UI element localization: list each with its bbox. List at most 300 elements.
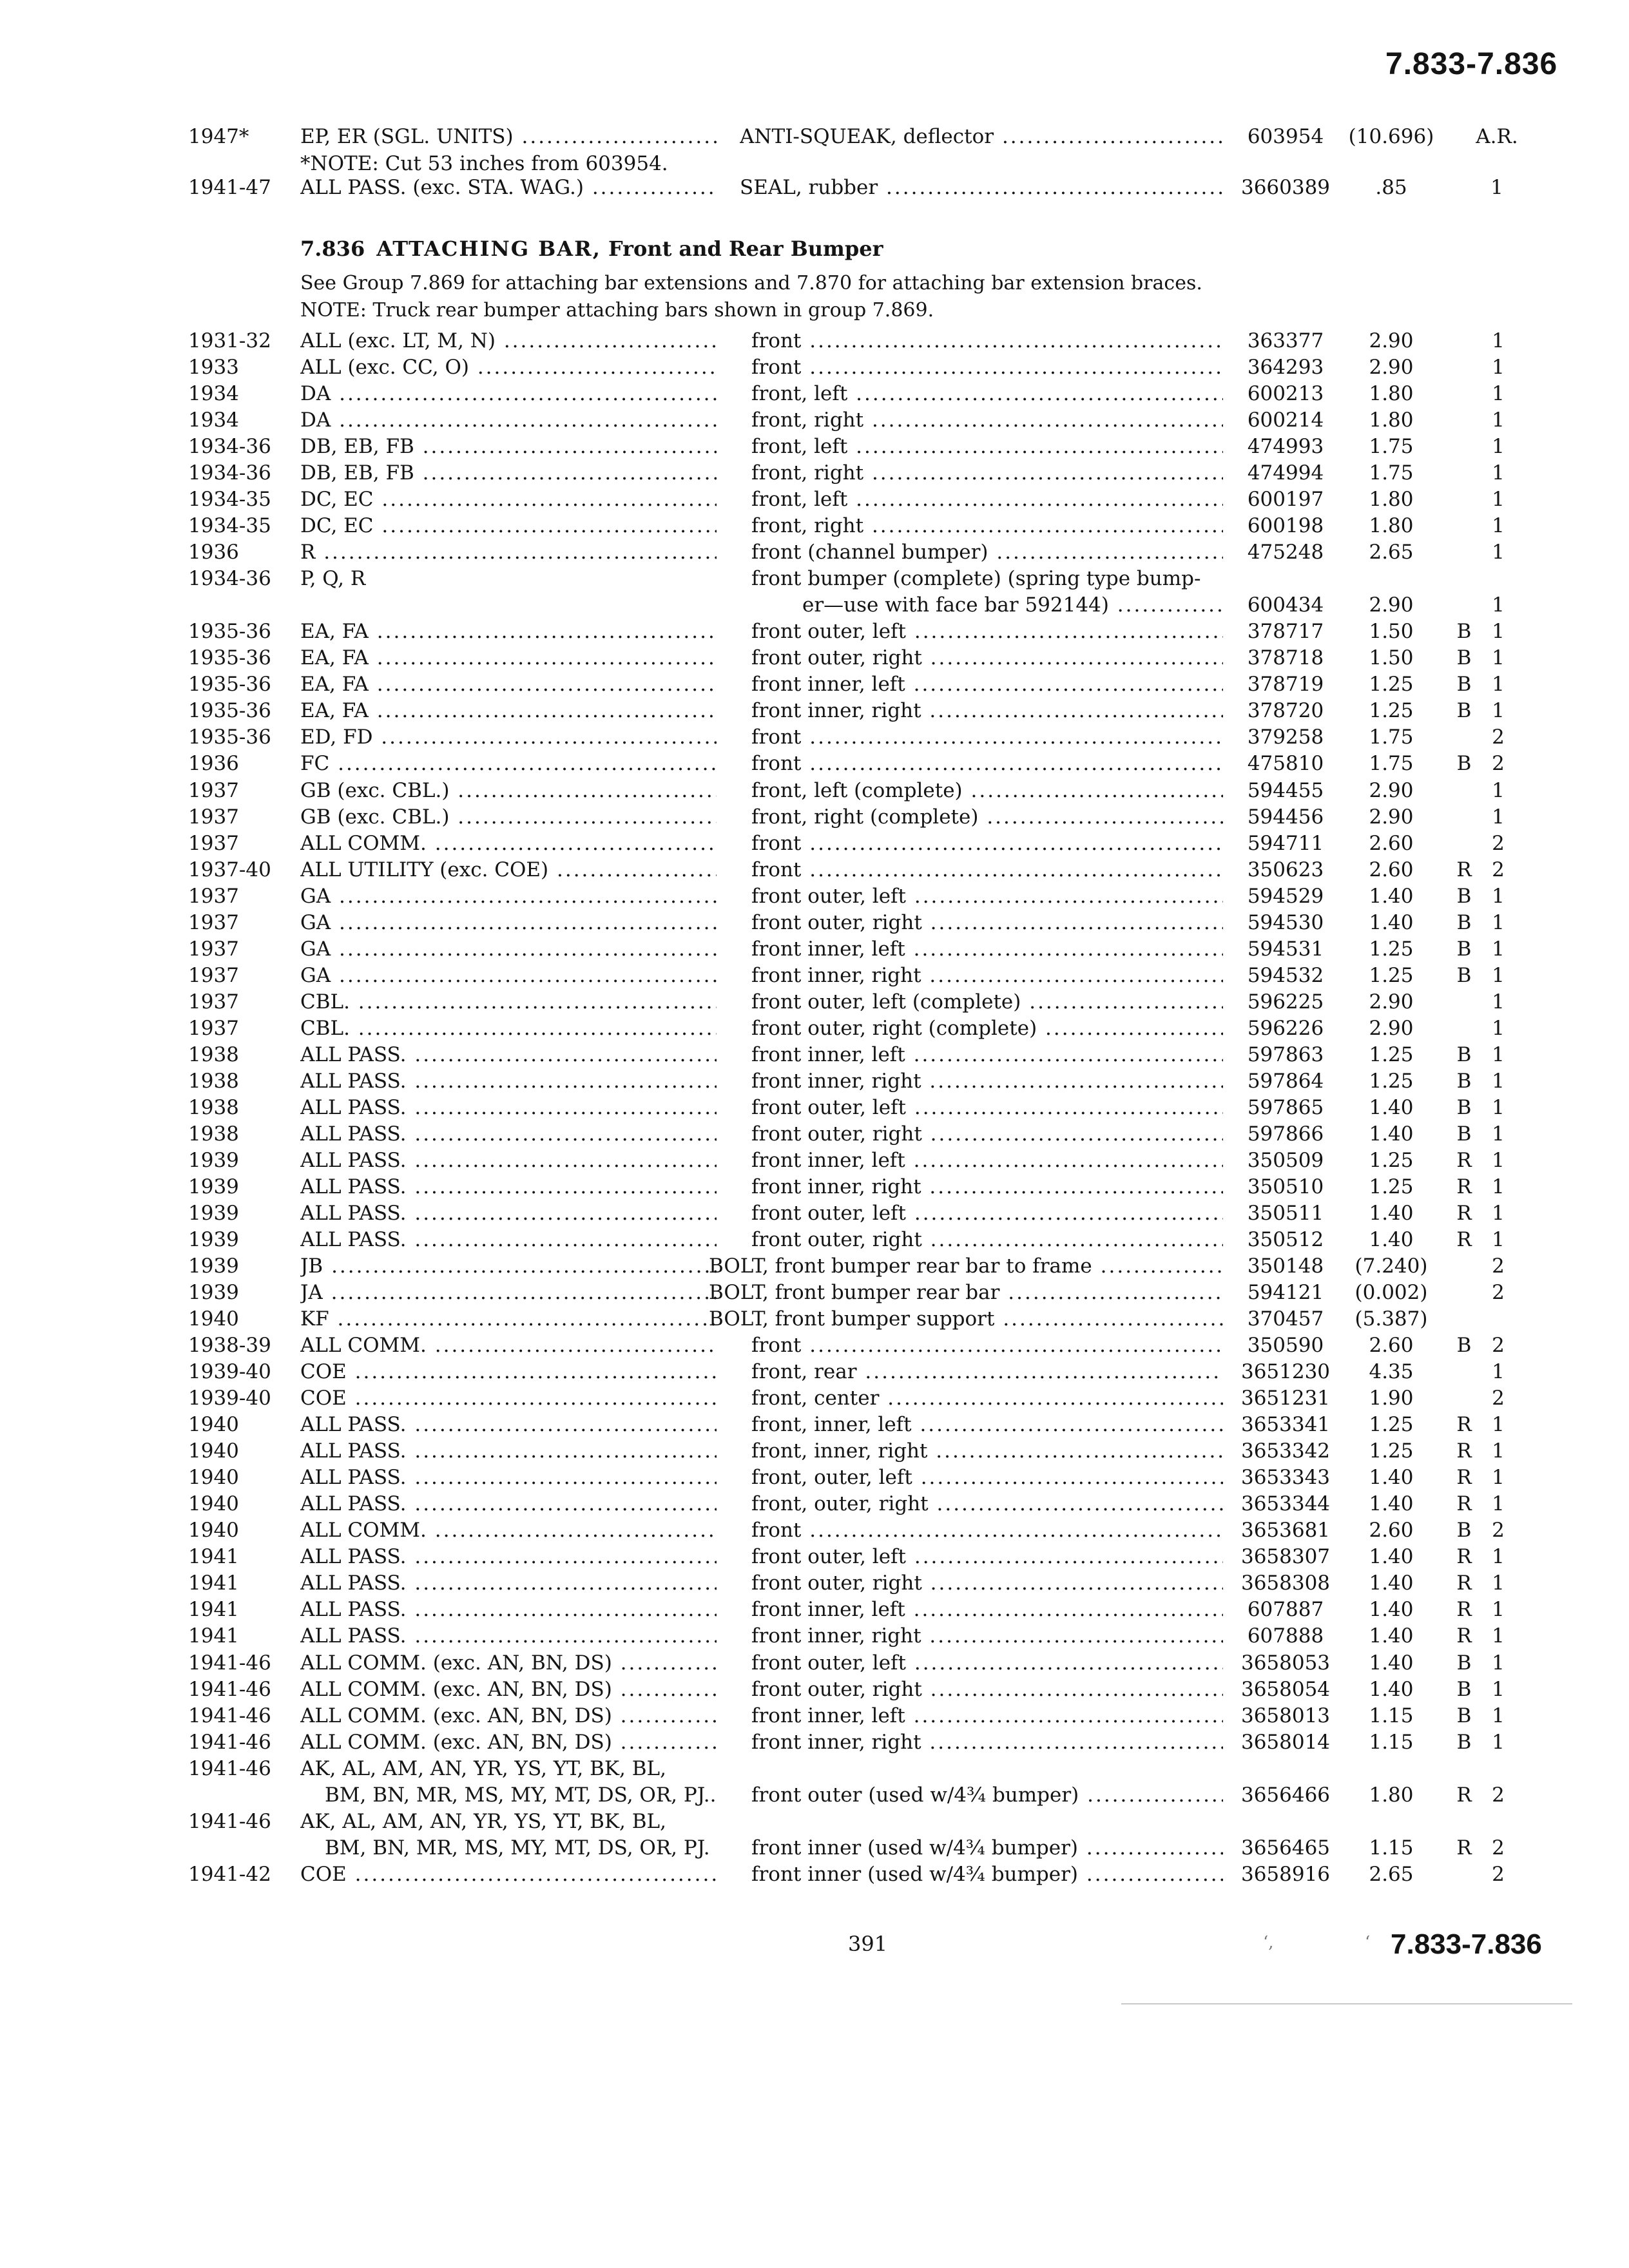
description-cell: front outer, left ..... xyxy=(751,885,1223,908)
description-cell: front inner, right ..... xyxy=(751,699,1223,722)
model-cell: JB ..... xyxy=(300,1254,717,1278)
year-cell: 1940 xyxy=(188,1413,239,1437)
model-cell: ALL PASS. (exc. STA. WAG.) ..... xyxy=(300,176,717,199)
quantity-cell: 1 xyxy=(1492,1122,1505,1146)
year-cell: 1939-40 xyxy=(188,1360,271,1384)
description-cell: front ..... xyxy=(751,356,1223,379)
year-cell: 1938 xyxy=(188,1069,239,1093)
quantity-cell: 1 xyxy=(1492,1677,1505,1701)
price-cell: 4.35 xyxy=(1369,1360,1414,1384)
page-header-range: 7.833-7.836 xyxy=(1385,47,1558,81)
table-row xyxy=(0,1096,1629,1123)
code-cell: B xyxy=(1456,1704,1472,1727)
description-cell: front, rear ..... xyxy=(751,1360,1223,1383)
description-cell: front inner, left ..... xyxy=(751,1043,1223,1066)
quantity-cell: 1 xyxy=(1492,1016,1505,1040)
scan-mark: ‘ xyxy=(1365,1933,1371,1952)
part-number-cell: 3653342 xyxy=(1240,1439,1331,1463)
table-row xyxy=(0,726,1629,753)
year-cell: 1934-35 xyxy=(188,514,271,538)
code-cell: R xyxy=(1456,1624,1472,1648)
code-cell: B xyxy=(1456,1122,1472,1146)
quantity-cell: 1 xyxy=(1492,778,1505,802)
quantity-cell: 1 xyxy=(1492,1360,1505,1384)
price-cell: 1.80 xyxy=(1369,1783,1414,1807)
description-cell: front outer, left ..... xyxy=(751,1096,1223,1119)
price-cell: 2.90 xyxy=(1369,329,1414,352)
model-cell: ALL PASS. ..... xyxy=(300,1070,717,1093)
price-cell: (0.002) xyxy=(1354,1281,1428,1305)
model-cell: ALL UTILITY (exc. COE) ..... xyxy=(300,858,717,881)
table-row xyxy=(0,382,1629,409)
part-number-cell: 597865 xyxy=(1247,1095,1324,1119)
year-cell: 1941 xyxy=(188,1598,239,1622)
part-number-cell: 596225 xyxy=(1247,990,1324,1014)
model-cell: ALL PASS. ..... xyxy=(300,1122,717,1146)
price-cell: 1.75 xyxy=(1369,435,1414,459)
price-cell: 2.90 xyxy=(1369,593,1414,617)
code-cell: B xyxy=(1456,1069,1472,1093)
quantity-cell: 1 xyxy=(1492,805,1505,829)
description-cell: front outer, left ..... xyxy=(751,1651,1223,1675)
year-cell: 1941-46 xyxy=(188,1809,271,1833)
part-number-cell: 350512 xyxy=(1247,1228,1324,1252)
model-cell: P, Q, R xyxy=(300,567,366,591)
table-row xyxy=(0,646,1629,673)
code-cell: R xyxy=(1456,1571,1472,1595)
code-cell: B xyxy=(1456,910,1472,934)
table-row xyxy=(0,435,1629,462)
description-cell: front ..... xyxy=(751,1519,1223,1542)
description-cell: front ..... xyxy=(751,832,1223,855)
price-cell: 1.40 xyxy=(1369,1651,1414,1675)
year-cell: 1937 xyxy=(188,937,239,961)
part-number-cell: 3658308 xyxy=(1240,1571,1331,1595)
price-cell: 2.65 xyxy=(1369,541,1414,564)
code-cell: B xyxy=(1456,1677,1472,1701)
price-cell: 1.40 xyxy=(1369,1677,1414,1701)
year-cell: 1941-46 xyxy=(188,1704,271,1727)
price-cell: 1.40 xyxy=(1369,884,1414,908)
code-cell: B xyxy=(1456,1519,1472,1542)
price-cell: 1.40 xyxy=(1369,1571,1414,1595)
part-number-cell: 594530 xyxy=(1247,910,1324,934)
price-cell: 1.75 xyxy=(1369,726,1414,749)
quantity-cell: 1 xyxy=(1492,329,1505,352)
quantity-cell: 1 xyxy=(1492,435,1505,459)
table-row xyxy=(0,832,1629,859)
model-cell: EP, ER (SGL. UNITS) ..... xyxy=(300,125,717,148)
year-cell: 1941-47 xyxy=(188,176,271,199)
code-cell: B xyxy=(1456,1651,1472,1675)
price-cell: 1.50 xyxy=(1369,620,1414,644)
model-cell: EA, FA ..... xyxy=(300,673,717,696)
description-cell: front, right ..... xyxy=(751,408,1223,432)
year-cell: 1941 xyxy=(188,1571,239,1595)
description-cell: front inner, left ..... xyxy=(751,1704,1223,1727)
code-cell: B xyxy=(1456,620,1472,644)
code-cell: R xyxy=(1456,1439,1472,1463)
year-cell: 1941-42 xyxy=(188,1862,271,1886)
table-row xyxy=(0,1731,1629,1758)
description-cell: front, inner, right ..... xyxy=(751,1439,1223,1463)
part-number-cell: 364293 xyxy=(1247,356,1324,380)
price-cell: 1.50 xyxy=(1369,646,1414,670)
part-number-cell: 3660389 xyxy=(1240,176,1331,199)
quantity-cell: 1 xyxy=(1492,1466,1505,1490)
model-cell: DA ..... xyxy=(300,408,717,432)
quantity-cell: A.R. xyxy=(1476,125,1518,148)
quantity-cell: 1 xyxy=(1492,1704,1505,1727)
model-cell: DB, EB, FB ..... xyxy=(300,461,717,485)
part-number-cell: 3658053 xyxy=(1240,1651,1331,1675)
section-title-rest: Front and Rear Bumper xyxy=(608,236,883,261)
price-cell: 1.40 xyxy=(1369,1201,1414,1225)
quantity-cell: 2 xyxy=(1492,1519,1505,1542)
price-cell: 1.15 xyxy=(1369,1704,1414,1727)
year-cell: 1937-40 xyxy=(188,858,271,881)
table-row xyxy=(0,1836,1629,1863)
quantity-cell: 1 xyxy=(1492,1571,1505,1595)
section-title-bold: ATTACHING BAR, xyxy=(376,236,601,261)
scan-mark: ‘, xyxy=(1263,1933,1274,1952)
code-cell: B xyxy=(1456,646,1472,670)
description-cell: front inner (used w/4¾ bumper) ..... xyxy=(751,1863,1223,1886)
description-cell: front, left (complete) ..... xyxy=(751,779,1223,802)
price-cell: 1.40 xyxy=(1369,1466,1414,1490)
price-cell: 1.40 xyxy=(1369,1598,1414,1622)
table-row xyxy=(0,1334,1629,1361)
model-cell: ALL PASS. ..... xyxy=(300,1439,717,1463)
description-cell: front ..... xyxy=(751,752,1223,775)
model-cell: JA ..... xyxy=(300,1281,717,1304)
part-number-cell: 600198 xyxy=(1247,514,1324,538)
table-row xyxy=(0,673,1629,700)
model-cell: ALL PASS. ..... xyxy=(300,1043,717,1066)
price-cell: 1.25 xyxy=(1369,1148,1414,1172)
model-cell: ALL PASS. ..... xyxy=(300,1545,717,1568)
description-cell: front outer, left (complete) ..... xyxy=(751,990,1223,1014)
year-cell: 1933 xyxy=(188,356,239,380)
code-cell: R xyxy=(1456,1598,1472,1622)
table-row xyxy=(0,1387,1629,1414)
year-cell: 1939 xyxy=(188,1148,239,1172)
part-number-cell: 379258 xyxy=(1247,726,1324,749)
table-row xyxy=(0,1678,1629,1705)
model-cell: EA, FA ..... xyxy=(300,699,717,722)
quantity-cell: 2 xyxy=(1492,831,1505,855)
section-intro-1: See Group 7.869 for attaching bar extensions and 7.870 for attaching bar extension braces. xyxy=(300,272,1202,294)
quantity-cell: 1 xyxy=(1492,541,1505,564)
year-cell: 1947* xyxy=(188,125,249,148)
year-cell: 1941-46 xyxy=(188,1756,271,1780)
quantity-cell: 1 xyxy=(1492,673,1505,697)
part-number-cell: 594121 xyxy=(1247,1281,1324,1305)
description-cell: front inner, right ..... xyxy=(751,964,1223,987)
description-cell: front, center ..... xyxy=(751,1387,1223,1410)
description-cell: front inner (used w/4¾ bumper) ..... xyxy=(751,1836,1223,1860)
quantity-cell: 1 xyxy=(1492,1095,1505,1119)
model-cell: ALL COMM. (exc. AN, BN, DS) ..... xyxy=(300,1678,717,1701)
price-cell: 1.80 xyxy=(1369,514,1414,538)
quantity-cell: 2 xyxy=(1492,726,1505,749)
table-row xyxy=(0,1519,1629,1546)
description-cell: front ..... xyxy=(751,858,1223,881)
price-cell: 1.75 xyxy=(1369,461,1414,485)
model-cell: BM, BN, MR, MS, MY, MT, DS, OR, PJ. xyxy=(325,1836,710,1860)
price-cell: (10.696) xyxy=(1348,125,1434,148)
quantity-cell: 1 xyxy=(1492,620,1505,644)
description-cell: front, right ..... xyxy=(751,461,1223,485)
model-cell: EA, FA ..... xyxy=(300,620,717,643)
quantity-cell: 1 xyxy=(1492,1148,1505,1172)
price-cell: 2.60 xyxy=(1369,1519,1414,1542)
price-cell: (7.240) xyxy=(1354,1254,1428,1278)
model-cell: ALL (exc. CC, O) ..... xyxy=(300,356,717,379)
code-cell: B xyxy=(1456,752,1472,776)
quantity-cell: 1 xyxy=(1492,646,1505,670)
year-cell: 1940 xyxy=(188,1519,239,1542)
table-row xyxy=(0,911,1629,938)
year-cell: 1935-36 xyxy=(188,726,271,749)
code-cell: B xyxy=(1456,1043,1472,1066)
description-cell: front, left ..... xyxy=(751,488,1223,511)
table-row xyxy=(0,541,1629,568)
part-number-cell: 475810 xyxy=(1247,752,1324,776)
year-cell: 1931-32 xyxy=(188,329,271,352)
price-cell: 1.15 xyxy=(1369,1730,1414,1754)
description-cell: front ..... xyxy=(751,329,1223,352)
part-number-cell: 600214 xyxy=(1247,408,1324,432)
table-row xyxy=(0,1017,1629,1044)
description-cell: BOLT, front bumper support ..... xyxy=(709,1307,1223,1331)
table-row xyxy=(0,1122,1629,1149)
quantity-cell: 1 xyxy=(1492,461,1505,485)
price-cell: 1.40 xyxy=(1369,1095,1414,1119)
part-number-cell: 600197 xyxy=(1247,488,1324,512)
model-cell: COE ..... xyxy=(300,1360,717,1383)
code-cell: B xyxy=(1456,1730,1472,1754)
part-number-cell: 603954 xyxy=(1247,125,1324,148)
model-cell: ALL PASS. ..... xyxy=(300,1175,717,1198)
year-cell: 1940 xyxy=(188,1439,239,1463)
model-cell: ALL PASS. ..... xyxy=(300,1228,717,1251)
year-cell: 1941-46 xyxy=(188,1730,271,1754)
price-cell: 1.80 xyxy=(1369,382,1414,406)
price-cell: 1.25 xyxy=(1369,963,1414,987)
part-number-cell: 350623 xyxy=(1247,858,1324,881)
price-cell: (5.387) xyxy=(1354,1307,1428,1331)
part-number-cell: 594532 xyxy=(1247,963,1324,987)
part-number-cell: 3656466 xyxy=(1240,1783,1331,1807)
year-cell: 1935-36 xyxy=(188,699,271,723)
table-row xyxy=(0,461,1629,488)
table-row xyxy=(0,593,1629,620)
table-row xyxy=(0,488,1629,515)
quantity-cell: 1 xyxy=(1490,176,1503,199)
part-number-cell: 350511 xyxy=(1247,1201,1324,1225)
year-cell: 1937 xyxy=(188,910,239,934)
model-cell: GA ..... xyxy=(300,937,717,961)
model-cell: ALL PASS. ..... xyxy=(300,1413,717,1436)
price-cell: 1.25 xyxy=(1369,1413,1414,1437)
price-cell: 2.90 xyxy=(1369,778,1414,802)
description-cell: front outer (used w/4¾ bumper) ..... xyxy=(751,1783,1223,1807)
code-cell: B xyxy=(1456,673,1472,697)
quantity-cell: 1 xyxy=(1492,1201,1505,1225)
year-cell: 1939 xyxy=(188,1175,239,1198)
year-cell: 1937 xyxy=(188,884,239,908)
table-row xyxy=(0,1466,1629,1493)
model-cell: ALL COMM. ..... xyxy=(300,1519,717,1542)
model-cell: ALL PASS. ..... xyxy=(300,1598,717,1621)
quantity-cell: 1 xyxy=(1492,488,1505,512)
model-cell: FC ..... xyxy=(300,752,717,775)
table-row xyxy=(0,329,1629,356)
table-row xyxy=(0,779,1629,806)
description-cell: front bumper (complete) (spring type bump- xyxy=(751,567,1201,591)
table-row xyxy=(0,1281,1629,1308)
quantity-cell: 1 xyxy=(1492,1439,1505,1463)
description-cell: front outer, right ..... xyxy=(751,1678,1223,1701)
quantity-cell: 2 xyxy=(1492,858,1505,881)
description-cell: front, left ..... xyxy=(751,435,1223,458)
quantity-cell: 1 xyxy=(1492,963,1505,987)
part-number-cell: 594456 xyxy=(1247,805,1324,829)
part-number-cell: 350510 xyxy=(1247,1175,1324,1198)
part-number-cell: 3653681 xyxy=(1240,1519,1331,1542)
part-number-cell: 363377 xyxy=(1247,329,1324,352)
year-cell: 1939 xyxy=(188,1201,239,1225)
description-cell: front, inner, left ..... xyxy=(751,1413,1223,1436)
price-cell: 2.90 xyxy=(1369,805,1414,829)
table-row xyxy=(0,1492,1629,1519)
part-number-cell: 607888 xyxy=(1247,1624,1324,1648)
table-row xyxy=(0,1149,1629,1176)
model-cell: DC, EC ..... xyxy=(300,514,717,537)
year-cell: 1934 xyxy=(188,408,239,432)
year-cell: 1938-39 xyxy=(188,1334,271,1358)
price-cell: 1.40 xyxy=(1369,1624,1414,1648)
code-cell: R xyxy=(1456,1545,1472,1569)
model-cell: ALL PASS. ..... xyxy=(300,1624,717,1648)
table-row xyxy=(0,858,1629,885)
part-number-cell: 378717 xyxy=(1247,620,1324,644)
quantity-cell: 1 xyxy=(1492,1069,1505,1093)
quantity-cell: 2 xyxy=(1492,1836,1505,1860)
code-cell: R xyxy=(1456,858,1472,881)
description-cell: SEAL, rubber ..... xyxy=(740,176,1223,199)
table-row xyxy=(0,1254,1629,1282)
description-cell: BOLT, front bumper rear bar to frame ..... xyxy=(709,1254,1223,1278)
part-number-cell: 597866 xyxy=(1247,1122,1324,1146)
model-cell: ALL PASS. ..... xyxy=(300,1571,717,1595)
year-cell: 1939 xyxy=(188,1281,239,1305)
description-cell: front inner, left ..... xyxy=(751,937,1223,961)
part-number-cell: 3658307 xyxy=(1240,1545,1331,1569)
quantity-cell: 2 xyxy=(1492,1387,1505,1410)
year-cell: 1936 xyxy=(188,752,239,776)
part-number-cell: 474993 xyxy=(1247,435,1324,459)
table-row xyxy=(0,937,1629,965)
code-cell: B xyxy=(1456,937,1472,961)
code-cell: B xyxy=(1456,1095,1472,1119)
part-number-cell: 597864 xyxy=(1247,1069,1324,1093)
code-cell: B xyxy=(1456,963,1472,987)
model-cell: ALL PASS. ..... xyxy=(300,1096,717,1119)
page-number: 391 xyxy=(848,1932,888,1956)
table-row xyxy=(0,964,1629,991)
year-cell: 1938 xyxy=(188,1122,239,1146)
scan-rule xyxy=(1121,2003,1572,2004)
code-cell: R xyxy=(1456,1783,1472,1807)
table-row xyxy=(0,1545,1629,1572)
description-cell: front outer, left ..... xyxy=(751,620,1223,643)
year-cell: 1938 xyxy=(188,1043,239,1066)
price-cell: 1.25 xyxy=(1369,1439,1414,1463)
model-cell: ALL (exc. LT, M, N) ..... xyxy=(300,329,717,352)
model-cell: COE ..... xyxy=(300,1863,717,1886)
table-row xyxy=(0,1810,1629,1837)
model-cell: GA ..... xyxy=(300,964,717,987)
year-cell: 1940 xyxy=(188,1466,239,1490)
description-cell: front outer, left ..... xyxy=(751,1545,1223,1568)
price-cell: 1.80 xyxy=(1369,408,1414,432)
price-cell: .85 xyxy=(1375,176,1407,199)
model-cell: COE ..... xyxy=(300,1387,717,1410)
year-cell: 1934 xyxy=(188,382,239,406)
model-cell: AK, AL, AM, AN, YR, YS, YT, BK, BL, xyxy=(300,1809,666,1833)
part-number-cell: 350590 xyxy=(1247,1334,1324,1358)
model-cell: GB (exc. CBL.) ..... xyxy=(300,779,717,802)
price-cell: 1.90 xyxy=(1369,1387,1414,1410)
price-cell: 1.25 xyxy=(1369,937,1414,961)
model-cell: DB, EB, FB ..... xyxy=(300,435,717,458)
code-cell: R xyxy=(1456,1148,1472,1172)
section-intro-2: NOTE: Truck rear bumper attaching bars shown in group 7.869. xyxy=(300,299,934,322)
part-number-cell: 3656465 xyxy=(1240,1836,1331,1860)
model-cell: DA ..... xyxy=(300,382,717,405)
table-row xyxy=(0,356,1629,383)
top-note: *NOTE: Cut 53 inches from 603954. xyxy=(300,152,668,175)
year-cell: 1935-36 xyxy=(188,620,271,644)
description-cell: front inner, left ..... xyxy=(751,1598,1223,1621)
quantity-cell: 1 xyxy=(1492,910,1505,934)
table-row xyxy=(0,1757,1629,1784)
table-row xyxy=(0,1202,1629,1229)
year-cell: 1934-36 xyxy=(188,567,271,591)
part-number-cell: 594529 xyxy=(1247,884,1324,908)
part-number-cell: 596226 xyxy=(1247,1016,1324,1040)
code-cell: B xyxy=(1456,884,1472,908)
model-cell: BM, BN, MR, MS, MY, MT, DS, OR, PJ.. xyxy=(325,1783,717,1807)
price-cell: 1.40 xyxy=(1369,1122,1414,1146)
table-row xyxy=(0,1439,1629,1466)
code-cell: R xyxy=(1456,1201,1472,1225)
year-cell: 1941-46 xyxy=(188,1651,271,1675)
price-cell: 1.15 xyxy=(1369,1836,1414,1860)
quantity-cell: 1 xyxy=(1492,1598,1505,1622)
model-cell: EA, FA ..... xyxy=(300,646,717,669)
table-row xyxy=(0,1863,1629,1890)
description-cell: front, outer, left ..... xyxy=(751,1466,1223,1489)
description-cell: front inner, left ..... xyxy=(751,1149,1223,1172)
model-cell: ALL COMM. (exc. AN, BN, DS) ..... xyxy=(300,1651,717,1675)
table-row xyxy=(0,125,1629,152)
price-cell: 1.40 xyxy=(1369,910,1414,934)
description-cell: front outer, left ..... xyxy=(751,1202,1223,1225)
description-cell: front outer, right ..... xyxy=(751,911,1223,934)
